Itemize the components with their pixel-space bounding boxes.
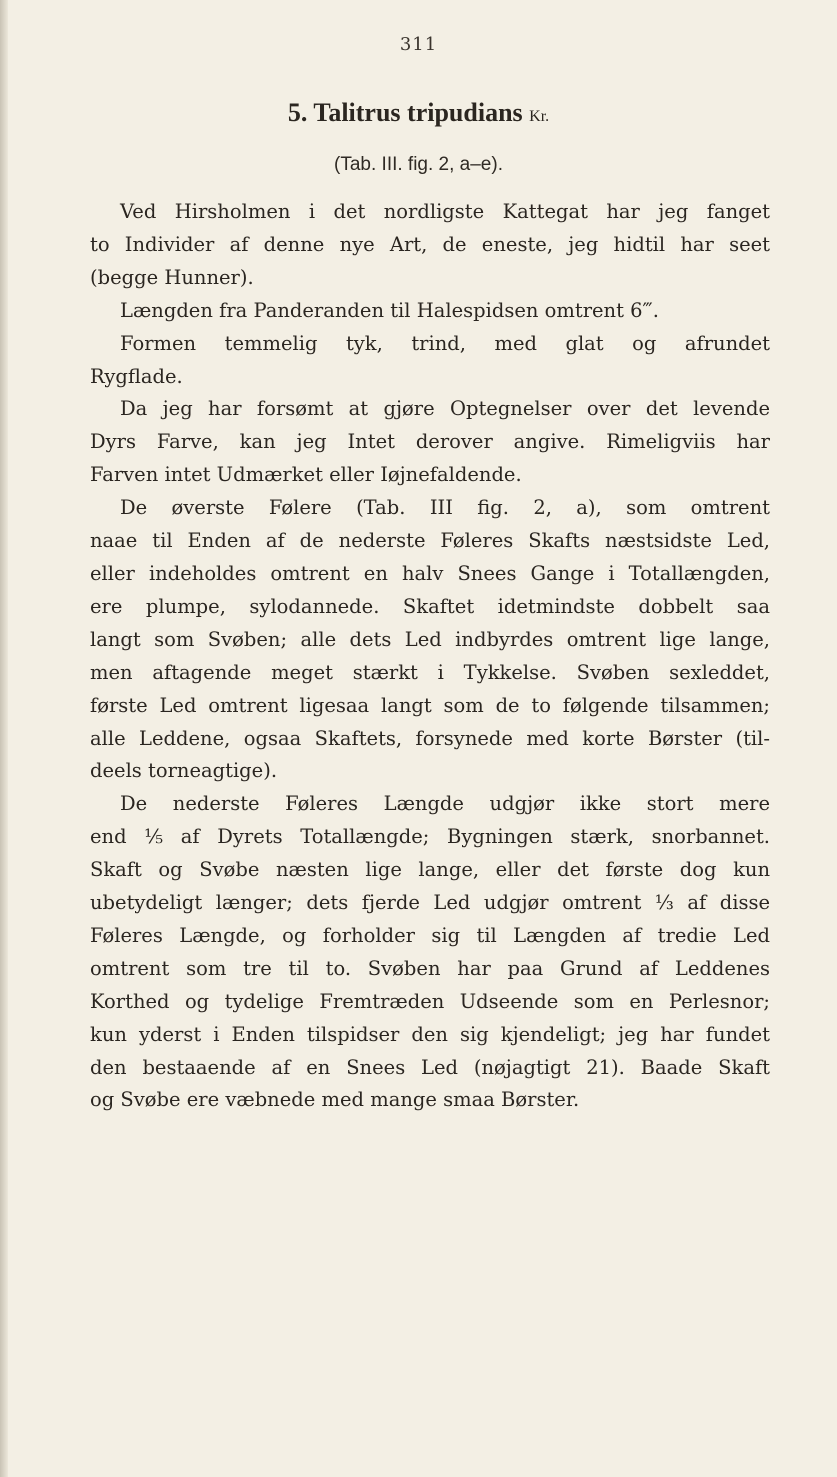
section-title-text: 5. Talitrus tripudians [287,98,523,127]
paragraph [90,492,770,788]
paragraph [90,328,770,394]
text-line: Føleres Længde, og forholder sig til Længden af tredie Led [90,923,770,947]
text-line: (begge Hunner). [90,265,254,289]
text-line: Korthed og tydelige Fremtræden Udseende som en Perlesnor; [90,989,770,1013]
text-line: deels torneagtige). [90,759,278,783]
text-line: ubetydeligt længer; dets fjerde Led udgjør omtrent ⅓ af disse [90,891,770,915]
text-line: Formen temmelig tyk, trind, med glat og afrundet [120,331,770,355]
text-line: Længden fra Panderanden til Halespidsen omtrent 6‴. [120,298,659,322]
section-title [0,98,837,128]
page-binding-edge [0,0,8,1477]
text-line: langt som Svøben; alle dets Led indbyrdes omtrent lige lange, [90,627,770,651]
text-line: Ved Hirsholmen i det nordligste Kattegat har jeg fanget [120,200,770,223]
text-line: og Svøbe ere væbnede med mange smaa Børster. [90,1088,580,1112]
text-line: men aftagende meget stærkt i Tykkelse. Svøben sexleddet, [90,660,770,684]
text-line: Dyrs Farve, kan jeg Intet derover angive. Rimeligviis har [90,430,770,454]
text-line: Skaft og Svøbe næsten lige lange, eller det første dog kun [90,858,770,882]
text-line: ere plumpe, sylodannede. Skaftet idetmindste dobbelt saa [90,594,770,618]
paragraph [90,295,770,328]
paragraph [90,196,770,295]
text-line: end ⅕ af Dyrets Totallængde; Bygningen stærk, snorbannet. [90,825,770,849]
text-line: alle Leddene, ogsaa Skaftets, forsynede med korte Børster (til- [90,726,770,750]
text-line: Rygflade. [90,364,183,388]
text-line: De nederste Føleres Længde udgjør ikke stort mere [120,792,770,816]
body-text [90,196,770,1117]
text-line: De øverste Følere (Tab. III fig. 2, a), som omtrent [120,496,770,520]
text-line: eller indeholdes omtrent en halv Snees Gange i Totallængden, [90,561,770,585]
text-line: Da jeg har forsømt at gjøre Optegnelser over det levende [120,397,770,421]
text-line: Farven intet Udmærket eller Iøjnefaldende. [90,463,522,487]
text-line: den bestaaende af en Snees Led (nøjagtigt 21). Baade Skaft [90,1055,770,1079]
paragraph [90,788,770,1117]
page-number: 311 [399,34,438,55]
text-line: første Led omtrent ligesaa langt som de to følgende tilsammen; [90,693,770,717]
text-line: naae til Enden af de nederste Føleres Skafts næstsidste Led, [90,529,770,553]
figure-reference: (Tab. III. fig. 2, a–e). [334,154,503,175]
text-line: kun yderst i Enden tilspidser den sig kjendeligt; jeg har fundet [90,1022,770,1046]
text-line: to Individer af denne nye Art, de eneste, jeg hidtil har seet [90,232,770,256]
paragraph [90,393,770,492]
text-line: omtrent som tre til to. Svøben har paa Grund af Leddenes [90,956,770,980]
section-title-author: Kr. [529,108,550,125]
